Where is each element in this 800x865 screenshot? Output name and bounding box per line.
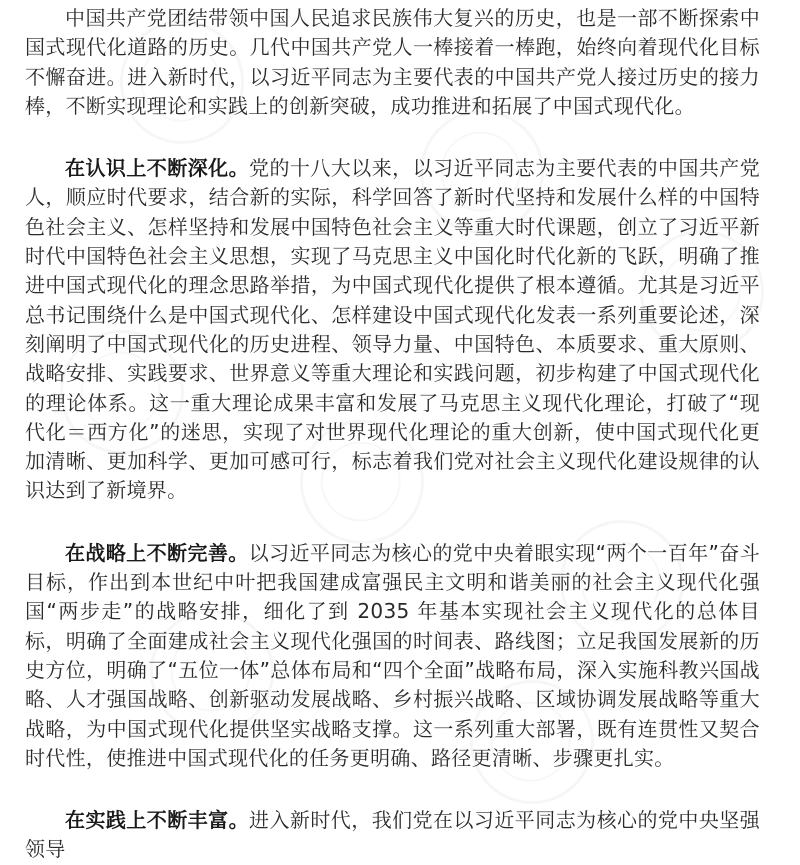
cognition-paragraph <box>25 154 760 506</box>
strategy-paragraph <box>25 539 760 773</box>
paragraph-lead: 在认识上不断深化。 <box>65 156 250 181</box>
paragraph-text: 以习近平同志为核心的党中央着眼实现“两个一百年”奋斗目标，作出到本世纪中叶把我国建成富强民主文明和谐美丽的社会主义现代化强国“两步走”的战略安排，细化了到 2035 年基本实现社会主义现代化的总体目标，明确了全面建成社会主义现代化强国的时间表、路线图；立足我国发展新的历史方位，明确了“五位一体”总体布局和“四个全面”战略布局，深入实施科教兴国战略、人才强国战略、创新驱动发展战略、乡村振兴战略、区域协调发展战略等重大战略，为中国式现代化提供坚实战略支撑。这一系列重大部署，既有连贯性又契合时代性，使推进中国式现代化的任务更明确、路径更清晰、步骤更扎实。 <box>25 540 760 770</box>
intro-paragraph <box>25 4 760 121</box>
paragraph-text: 中国共产党团结带领中国人民追求民族伟大复兴的历史，也是一部不断探索中国式现代化道路的历史。几代中国共产党人一棒接着一棒跑，始终向着现代化目标不懈奋进。进入新时代，以习近平同志为主要代表的中国共产党人接过历史的接力棒，不断实现理论和实践上的创新突破，成功推进和拓展了中国式现代化。 <box>25 6 760 118</box>
practice-paragraph <box>25 806 760 865</box>
paragraph-lead: 在战略上不断完善。 <box>65 540 249 565</box>
paragraph-text: 进入新时代，我们党在以习近平同志为核心的党中央坚强领导 <box>25 808 761 862</box>
paragraph-text: 党的十八大以来，以习近平同志为主要代表的中国共产党人，顺应时代要求，结合新的实际，科学回答了新时代坚持和发展什么样的中国特色社会主义、怎样坚持和发展中国特色社会主义等重大时代课题，创立了习近平新时代中国特色社会主义思想，实现了马克思主义中国化时代化新的飞跃，明确了推进中国式现代化的理念思路举措，为中国式现代化提供了根本遵循。尤其是习近平总书记围绕什么是中国式现代化、怎样建设中国式现代化发表一系列重要论述，深刻阐明了中国式现代化的历史进程、领导力量、中国特色、本质要求、重大原则、战略安排、实践要求、世界意义等重大理论和实践问题，初步构建了中国式现代化的理论体系。这一重大理论成果丰富和发展了马克思主义现代化理论，打破了“现代化＝西方化”的迷思，实现了对世界现代化理论的重大创新，使中国式现代化更加清晰、更加科学、更加可感可行，标志着我们党对社会主义现代化建设规律的认识达到了新境界。 <box>25 156 761 503</box>
paragraph-lead: 在实践上不断丰富。 <box>65 808 250 833</box>
